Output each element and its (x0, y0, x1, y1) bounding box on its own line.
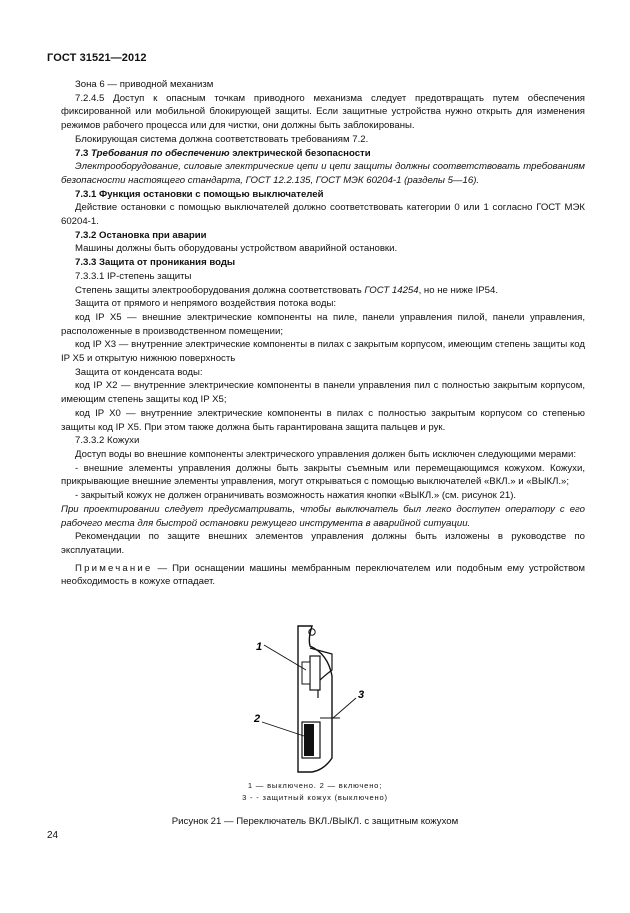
switch-figure (240, 618, 380, 776)
leader-1 (264, 645, 306, 670)
paragraph: 7.3.3.2 Кожухи (75, 435, 140, 447)
text-run: Степень защиты электрооборудования должна соответствовать (75, 284, 362, 296)
subsection-heading: 7.3.3 Защита от проникания воды (75, 257, 236, 269)
note-text: — При оснащении машины мембранным переключателем или подобным ему устройством необходимость в кожухе отпадает. (61, 562, 585, 588)
figure-title: Рисунок 21 — Переключатель ВКЛ./ВЫКЛ. с защитным кожухом (171, 816, 459, 827)
document-header: ГОСТ 31521—2012 (47, 52, 147, 64)
body-text (61, 78, 585, 589)
leader-3 (333, 698, 356, 718)
legend-line: 1 — выключено. 2 — включено; (247, 781, 383, 790)
paragraph: Доступ воды во внешние компоненты электрического управления должен быть исключен следующими мерами: (75, 448, 576, 460)
paragraph (61, 284, 585, 298)
paragraph: код IP X5 — внешние электрические компоненты на пиле, панели управления пилой, панели управления, расположенные в производственном помещении; (61, 311, 585, 337)
paragraph: - внешние элементы управления должны быть закрыты съемным или перемещающимся кожухом. Кожухи, прикрывающие внешние элементы управления, могут открываться с помощью выключателей «ВКЛ.» и «ВЫКЛ.»; (61, 462, 585, 488)
subsection-heading: 7.3.1 Функция остановки с помощью выключателей (75, 188, 324, 200)
switch-on-fill (304, 724, 314, 756)
paragraph: Рекомендации по защите внешних элементов управления должны быть изложены в руководстве по эксплуатации. (61, 531, 585, 556)
standard-reference: ГОСТ 14254 (364, 284, 419, 296)
paragraph: Действие остановки с помощью выключателей должно соответствовать категории 0 или 1 согласно ГОСТ МЭК 60204-1. (61, 202, 585, 228)
paragraph: код IP X0 — внутренние электрические компоненты в пилах с полностью закрытым корпусом со степенью защиты код IP X5. При этом также должна быть гарантирована защита пальцев и рук. (61, 407, 585, 433)
section-heading-7-3 (61, 147, 585, 161)
paragraph-italic: Электрооборудование, силовые электрические цепи и цепи защиты должны соответствовать требованиям безопасности настоящего стандарта, ГОСТ 12.2.135, ГОСТ МЭК 60204-1 (разделы 5—16). (61, 161, 585, 186)
figure-label-1: 1 (256, 641, 263, 653)
text-run: , но не ниже IP54. (418, 284, 498, 296)
paragraph: код IP X3 — внутренние электрические компоненты в пилах с закрытым корпусом, имеющим степень защиты код IP X5 и открытую нижнюю поверхность (61, 339, 585, 365)
subsection-heading: 7.3.2 Остановка при аварии (75, 229, 207, 241)
paragraph: Зона 6 — приводной механизм (75, 79, 214, 90)
paragraph: 7.2.4.5 Доступ к опасным точкам приводного механизма следует предотвращать путем обеспечения фиксированной или мобильной блокирующей защиты. Если защитные устройства нужно открыть для изменения режимов рабочего процесса или для чистки, они должны быть заблокированы. (61, 92, 585, 132)
paragraph-italic: При проектировании следует предусматривать, чтобы выключатель был легко доступен оператору с его рабочего места для быстрой остановки режущего инструмента в аварийной ситуации. (61, 503, 585, 529)
section-number: 7.3 (75, 147, 89, 159)
switch-off (310, 656, 320, 690)
paragraph: Защита от прямого и непрямого воздействия потока воды: (75, 298, 337, 310)
section-title-italic: Требования по обеспечению (91, 147, 230, 159)
note-label: Примечание (75, 562, 153, 574)
switch-off-body (302, 662, 310, 684)
paragraph: Блокирующая система должна соответствовать требованиям 7.2. (75, 133, 369, 145)
page-number: 24 (47, 830, 59, 841)
paragraph: Защита от конденсата воды: (75, 366, 203, 378)
paragraph: 7.3.3.1 IP-степень защиты (75, 270, 192, 282)
section-title-rest: электрической безопасности (232, 147, 371, 159)
paragraph: - закрытый кожух не должен ограничивать возможность нажатия кнопки «ВЫКЛ.» (см. рисунок 21). (75, 490, 517, 502)
legend-line: 3 - - защитный кожух (выключено) (242, 793, 388, 802)
paragraph: Машины должны быть оборудованы устройством аварийной остановки. (75, 243, 398, 255)
figure-label-2: 2 (254, 713, 261, 725)
paragraph: код IP X2 — внутренние электрические компоненты в панели управления пил с полностью закрытым корпусом, имеющим степень защиты код IP X5; (61, 380, 585, 406)
note (61, 562, 585, 589)
figure-legend (0, 780, 630, 804)
figure-label-3: 3 (358, 689, 365, 701)
